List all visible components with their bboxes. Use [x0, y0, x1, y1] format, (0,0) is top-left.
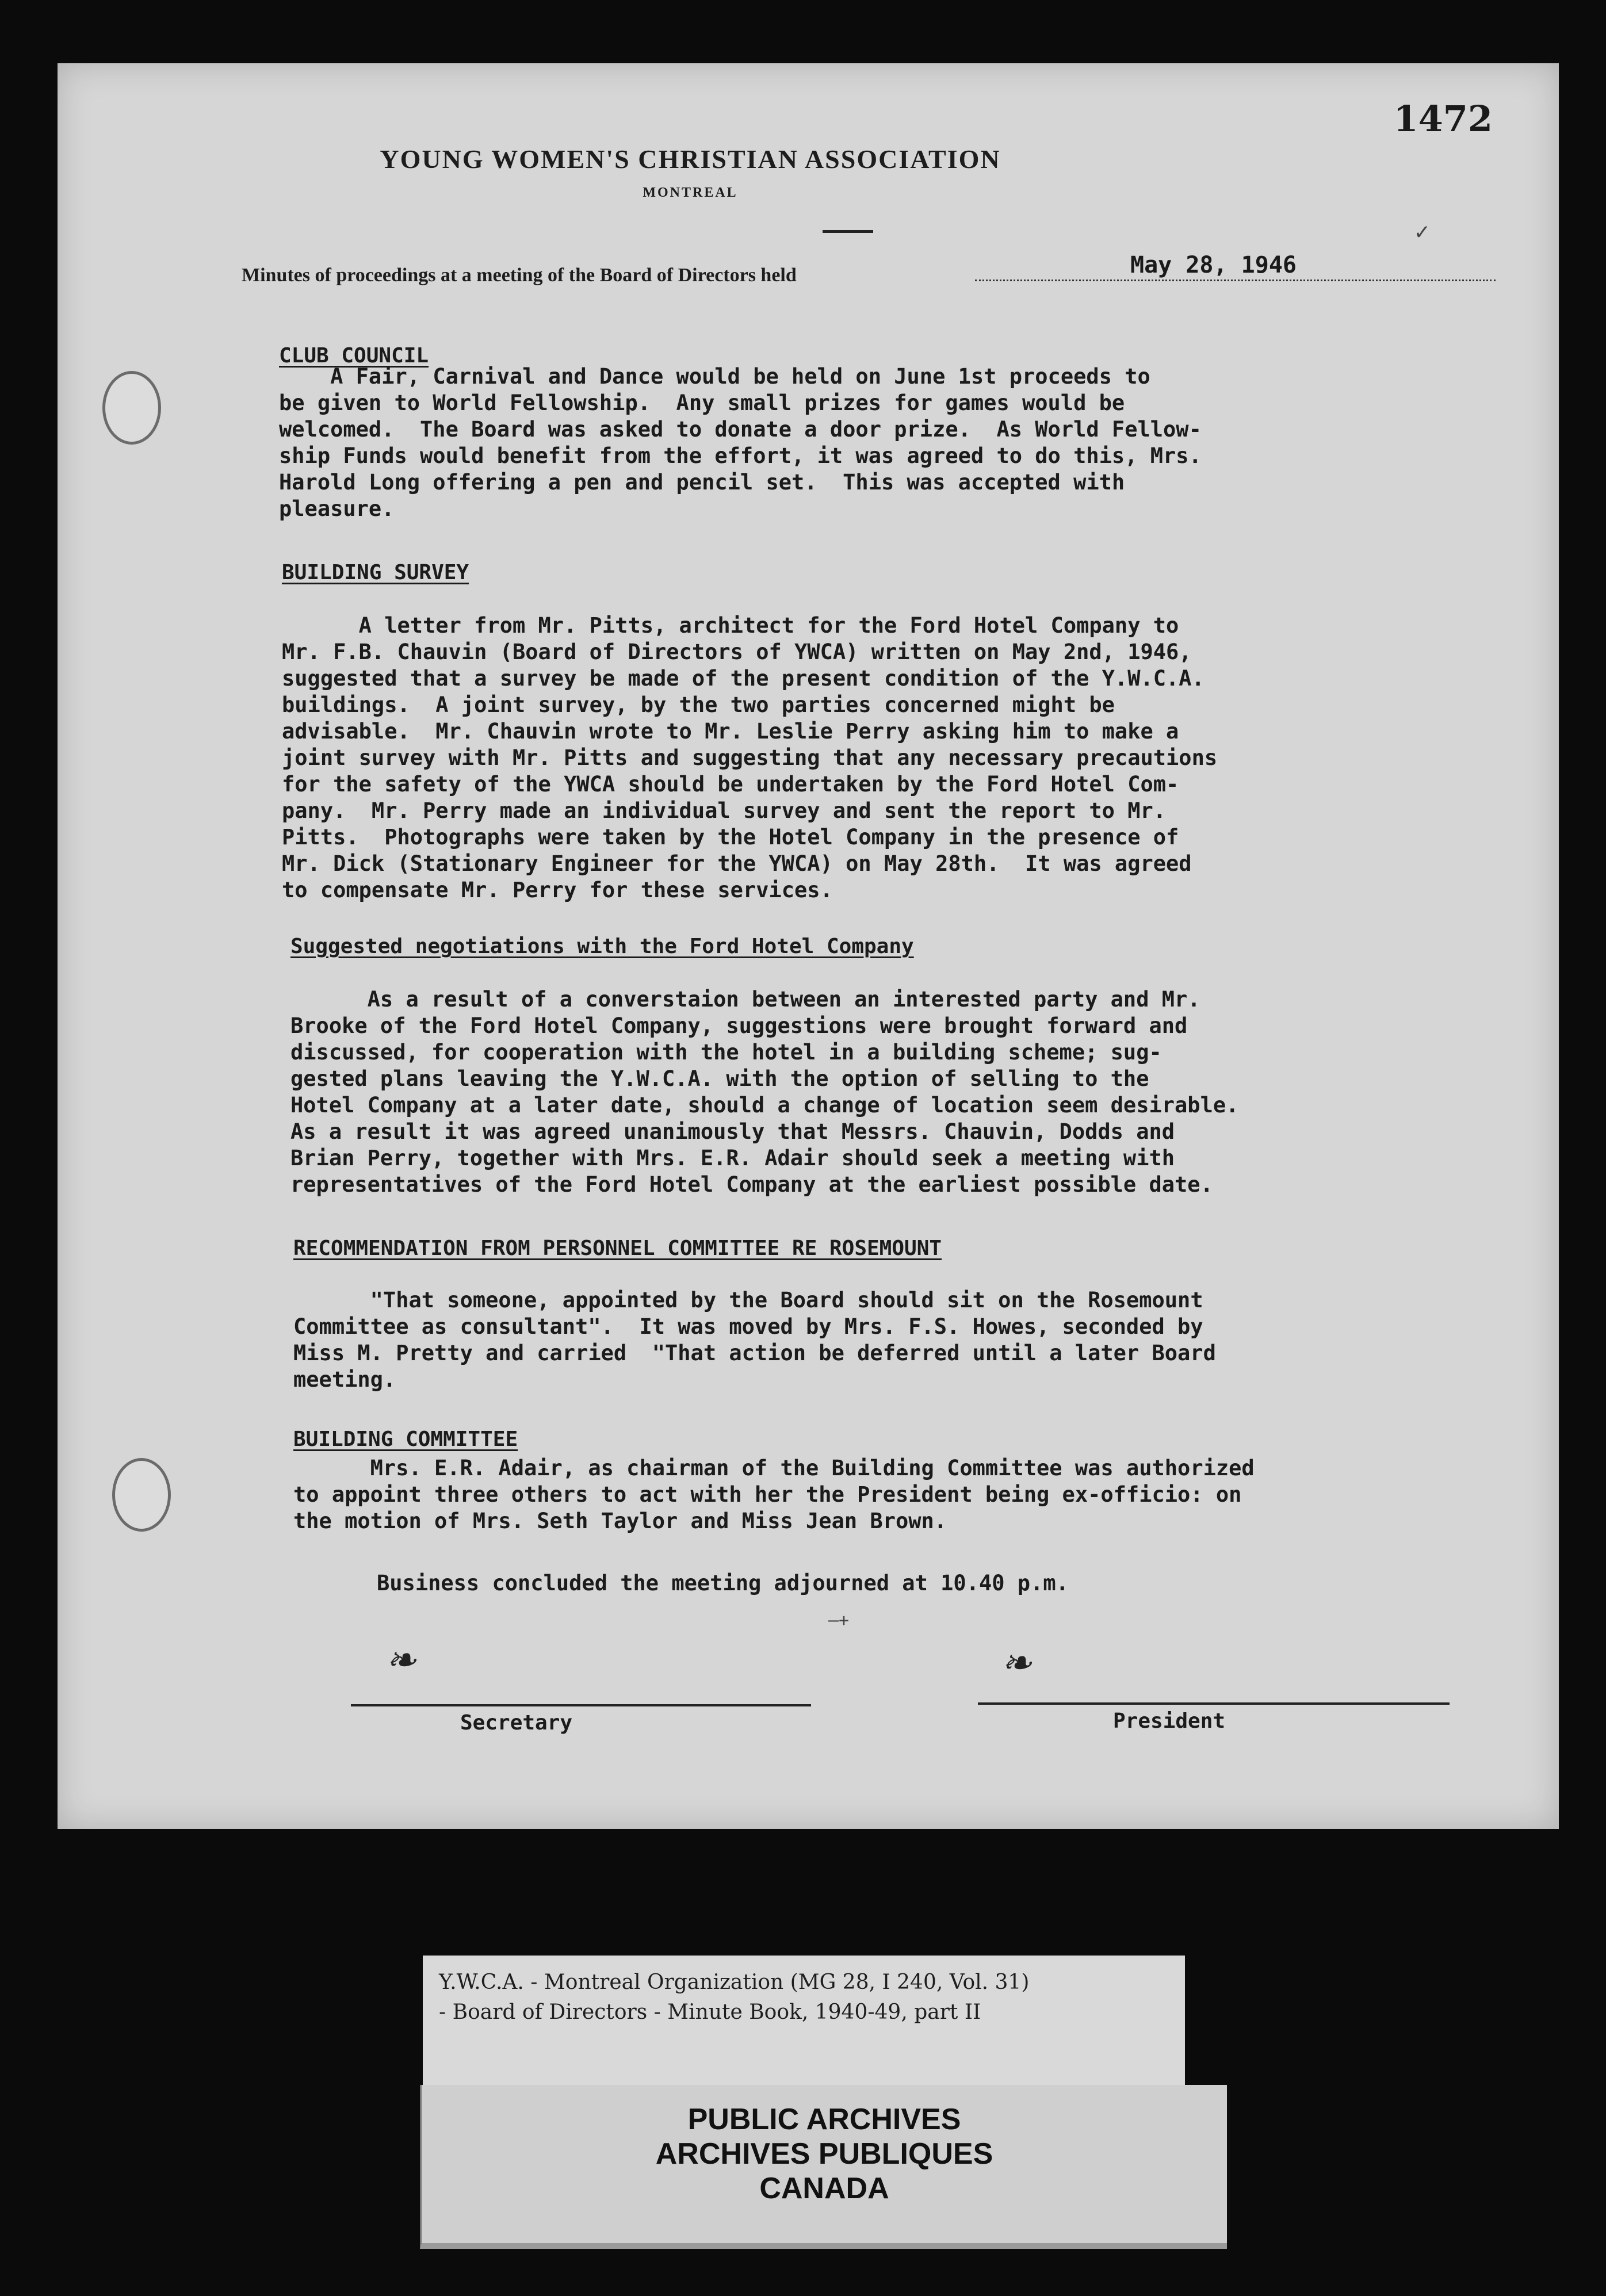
section-heading-building-committee: BUILDING COMMITTEE [293, 1428, 518, 1451]
archive-caption-line-2: - Board of Directors - Minute Book, 1940-49, part II [439, 2000, 981, 2024]
archive-stamp-line-1: PUBLIC ARCHIVES [687, 2103, 961, 2136]
section-text-personnel-recommendation: "That someone, appointed by the Board should sit on the Rosemount Committee as consultant". It was moved by Mrs. F.S. Howes, seconded by Miss M. Pretty and carried "That action be deferred until a later Board meeting. [293, 1288, 1216, 1392]
archive-stamp-line-2: ARCHIVES PUBLIQUES [655, 2137, 993, 2171]
minutes-page [58, 63, 1559, 1829]
page-number: 1472 [1393, 98, 1493, 140]
archive-stamp-card [420, 2085, 1227, 2249]
secretary-label: Secretary [460, 1711, 573, 1735]
president-label: President [1113, 1709, 1226, 1733]
archive-caption-line-1: Y.W.C.A. - Montreal Organization (MG 28, I 240, Vol. 31) [439, 1970, 1030, 1994]
pencil-tick-icon: —+ [828, 1610, 850, 1631]
pencil-mark-icon: ✓ [1415, 219, 1429, 245]
secretary-signature-mark: ❧ [385, 1639, 416, 1682]
binder-hole-icon [102, 371, 161, 445]
section-text-building-committee: Mrs. E.R. Adair, as chairman of the Building Committee was authorized to appoint three others to act with her the President being ex-officio: on the motion of Mrs. Seth Taylor and Miss Jean Brown. [293, 1456, 1255, 1533]
binder-hole-icon [112, 1458, 171, 1532]
organization-city: MONTREAL [643, 185, 738, 200]
title-divider [823, 230, 873, 233]
closing-statement: Business concluded the meeting adjourned at 10.40 p.m. [377, 1571, 1069, 1595]
section-text-building-survey: A letter from Mr. Pitts, architect for the Ford Hotel Company to Mr. F.B. Chauvin (Board of Directors of YWCA) written on May 2nd, 1946, suggested that a survey be made of the present condition of the Y.W.C.A. buildings. A joint survey, by the two parties concerned might be advisable. Mr. Chauvin wrote to Mr. Leslie Perry asking him to make a joint survey with Mr. Pitts and suggesting that any necessary precautions for the safety of the YWCA should be undertaken by the Ford Hotel Com- pany. Mr. Perry made an individual survey and sent the report to Mr. Pitts. Photographs were taken by the Hotel Company in the presence of Mr. Dick (Stationary Engineer for the YWCA) on May 28th. It was agreed to compensate Mr. Perry for these services. [282, 613, 1218, 902]
president-signature-line [978, 1702, 1450, 1705]
section-text-club-council: A Fair, Carnival and Dance would be held on June 1st proceeds to be given to World Fellowship. Any small prizes for games would be welcomed. The Board was asked to donate a door prize. As World Fellow- ship Funds would benefit from the effort, it was agreed to do this, Mrs. Harold Long offering a pen and pencil set. This was accepted with pleasure. [279, 364, 1202, 521]
archive-caption-card [423, 1956, 1185, 2094]
president-signature-mark: ❧ [1001, 1642, 1032, 1685]
section-text-negotiations: As a result of a converstaion between an interested party and Mr. Brooke of the Ford Hotel Company, suggestions were brought forward and discussed, for cooperation with the hotel in a building scheme; sug- gested plans leaving the Y.W.C.A. with the option of selling to the Hotel Company at a later date, should a change of location seem desirable. As a result it was agreed unanimously that Messrs. Chauvin, Dodds and Brian Perry, together with Mrs. E.R. Adair should seek a meeting with representatives of the Ford Hotel Company at the earliest possible date. [290, 987, 1239, 1197]
meeting-date-field [975, 252, 1496, 281]
section-heading-club-council: CLUB COUNCIL [279, 344, 429, 368]
archive-stamp-line-3: CANADA [759, 2172, 889, 2205]
minutes-label: Minutes of proceedings at a meeting of the Board of Directors held [242, 265, 797, 286]
organization-title: YOUNG WOMEN'S CHRISTIAN ASSOCIATION [380, 144, 1001, 174]
secretary-signature-line [351, 1704, 811, 1706]
section-heading-negotiations: Suggested negotiations with the Ford Hotel Company [290, 935, 914, 958]
section-heading-building-survey: BUILDING SURVEY [282, 561, 469, 584]
section-heading-personnel-recommendation: RECOMMENDATION FROM PERSONNEL COMMITTEE RE ROSEMOUNT [293, 1237, 942, 1260]
meeting-date: May 28, 1946 [1130, 252, 1297, 278]
